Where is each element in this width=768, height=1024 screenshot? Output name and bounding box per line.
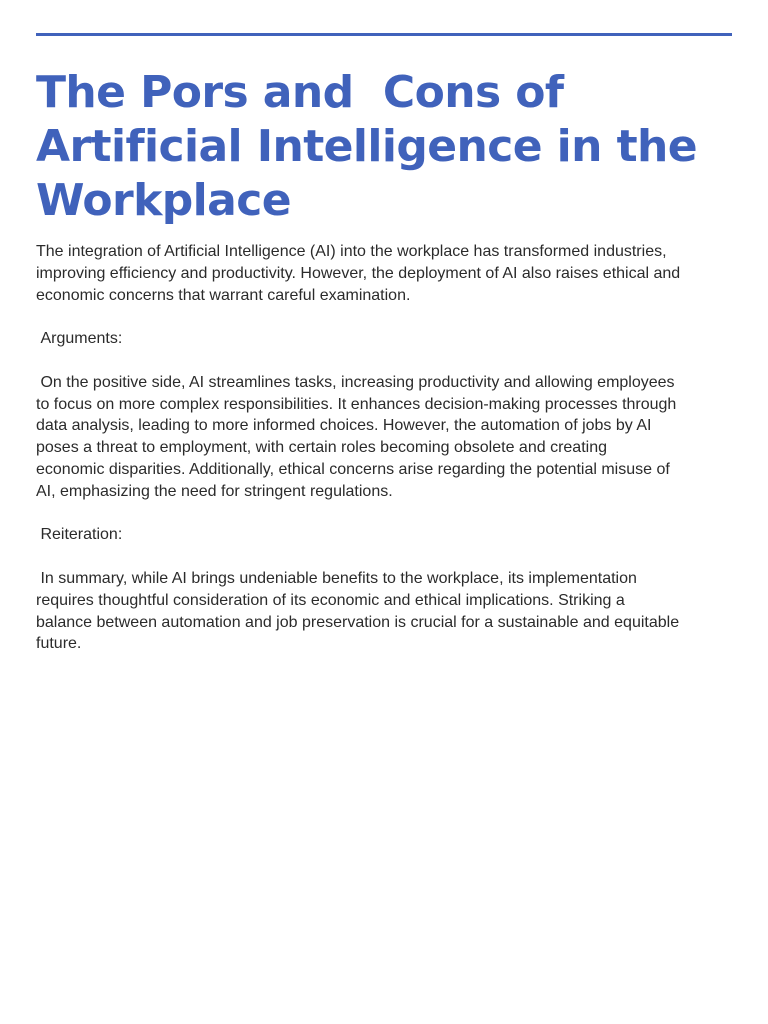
reiteration-heading: Reiteration: <box>36 526 123 544</box>
arguments-paragraph: On the positive side, AI streamlines tasks, increasing productivity and allowing employees to focus on more complex responsibilities. It enhances decision-making processes through data analysis, leading to more informed choices. However, the automation of jobs by AI poses a threat to employment, with certain roles becoming obsolete and creating economic disparities. Additionally, ethical concerns arise regarding the potential misuse of AI, emphasizing the need for stringent regulations. <box>36 373 677 500</box>
document-body <box>36 241 736 655</box>
paragraph-spacer <box>36 350 736 372</box>
intro-paragraph: The integration of Artificial Intelligence (AI) into the workplace has transformed industries, improving efficiency and productivity. However, the deployment of AI also raises ethical and economic concerns that warrant careful examination. <box>36 243 681 304</box>
arguments-heading: Arguments: <box>36 330 123 348</box>
document-title: The Pors and Cons of Artificial Intelligence in the Workplace <box>36 67 697 226</box>
reiteration-paragraph: In summary, while AI brings undeniable benefits to the workplace, its implementation requires thoughtful consideration of its economic and ethical implications. Striking a balance between automation and job preservation is crucial for a sustainable and equitable future. <box>36 569 680 653</box>
paragraph-spacer <box>36 306 736 328</box>
paragraph-spacer <box>36 546 736 568</box>
top-divider <box>36 33 732 36</box>
paragraph-spacer <box>36 503 736 525</box>
